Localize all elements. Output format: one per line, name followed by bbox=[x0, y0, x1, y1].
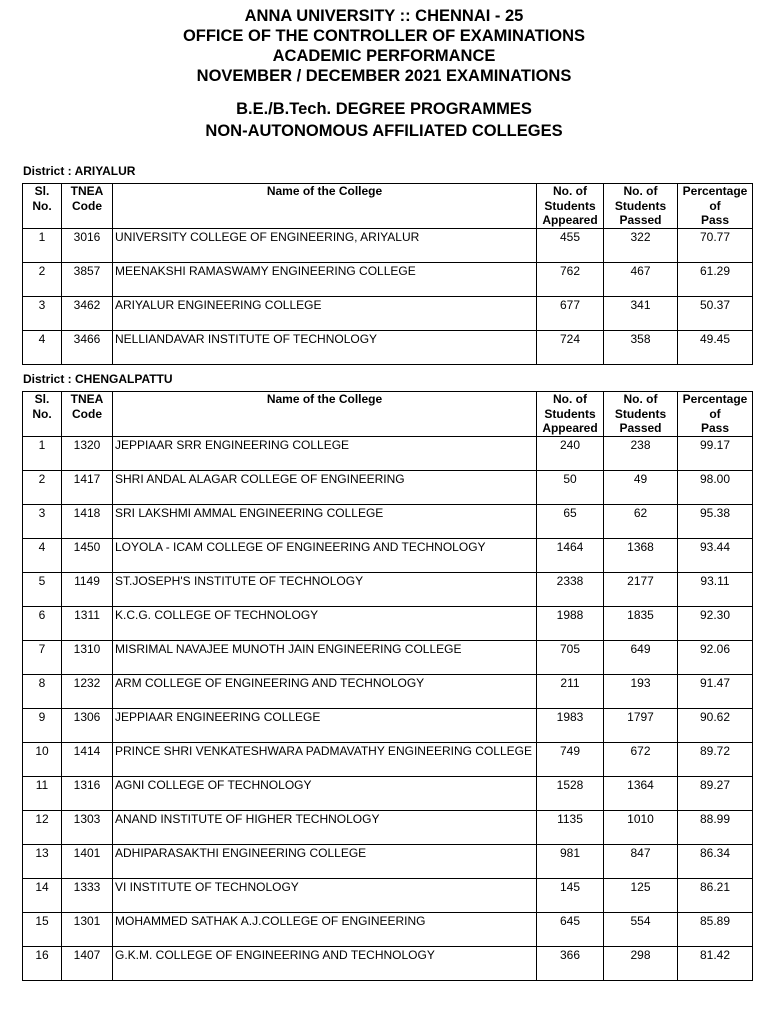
header-line: TNEA bbox=[70, 184, 104, 198]
appeared-header bbox=[537, 392, 604, 437]
tnea-code-cell: 1311 bbox=[62, 607, 113, 641]
appeared-cell: 2338 bbox=[537, 573, 604, 607]
tnea-code-cell: 1316 bbox=[62, 777, 113, 811]
passed-cell: 298 bbox=[604, 947, 678, 981]
header-line: Code bbox=[72, 406, 102, 421]
table-row bbox=[23, 641, 753, 675]
sl-no-cell: 4 bbox=[23, 331, 62, 365]
passed-cell: 238 bbox=[604, 437, 678, 471]
college-name-cell: JEPPIAAR ENGINEERING COLLEGE bbox=[113, 709, 537, 743]
table-row bbox=[23, 607, 753, 641]
header-line: Code bbox=[72, 198, 102, 213]
header-line: Appeared bbox=[542, 213, 598, 227]
sl-no-cell: 3 bbox=[23, 505, 62, 539]
sl-no-cell: 9 bbox=[23, 709, 62, 743]
sl-no-cell: 16 bbox=[23, 947, 62, 981]
table-row bbox=[23, 297, 753, 331]
appeared-cell: 724 bbox=[537, 331, 604, 365]
passed-header bbox=[604, 392, 678, 437]
tnea-code-cell: 1414 bbox=[62, 743, 113, 777]
report-title: ACADEMIC PERFORMANCE bbox=[272, 47, 496, 65]
sl-no-header bbox=[23, 392, 62, 437]
college-name-cell: PRINCE SHRI VENKATESHWARA PADMAVATHY ENGINEERING COLLEGE bbox=[113, 743, 537, 777]
percentage-cell: 92.30 bbox=[678, 607, 753, 641]
college-name-cell: LOYOLA - ICAM COLLEGE OF ENGINEERING AND TECHNOLOGY bbox=[113, 539, 537, 573]
appeared-cell: 145 bbox=[537, 879, 604, 913]
percentage-header bbox=[678, 184, 753, 229]
exam-session: NOVEMBER / DECEMBER 2021 EXAMINATIONS bbox=[196, 67, 572, 85]
programme-title: B.E./B.Tech. DEGREE PROGRAMMES bbox=[236, 100, 532, 118]
passed-cell: 1364 bbox=[604, 777, 678, 811]
header-line: No. bbox=[32, 198, 52, 213]
header-line: Students bbox=[544, 406, 596, 421]
header-line: TNEA bbox=[70, 392, 104, 406]
table-row bbox=[23, 229, 753, 263]
percentage-cell: 98.00 bbox=[678, 471, 753, 505]
college-name-cell: JEPPIAAR SRR ENGINEERING COLLEGE bbox=[113, 437, 537, 471]
college-name-cell: NELLIANDAVAR INSTITUTE OF TECHNOLOGY bbox=[113, 331, 537, 365]
tnea-code-cell: 1306 bbox=[62, 709, 113, 743]
passed-cell: 358 bbox=[604, 331, 678, 365]
percentage-cell: 61.29 bbox=[678, 263, 753, 297]
sl-no-cell: 6 bbox=[23, 607, 62, 641]
table-row bbox=[23, 263, 753, 297]
tnea-code-header bbox=[62, 184, 113, 229]
table-row bbox=[23, 845, 753, 879]
sl-no-cell: 1 bbox=[23, 437, 62, 471]
passed-cell: 1368 bbox=[604, 539, 678, 573]
tnea-code-cell: 1333 bbox=[62, 879, 113, 913]
header-line: Students bbox=[544, 198, 596, 213]
table-row bbox=[23, 947, 753, 981]
college-name-cell: AGNI COLLEGE OF TECHNOLOGY bbox=[113, 777, 537, 811]
college-name-cell: K.C.G. COLLEGE OF TECHNOLOGY bbox=[113, 607, 537, 641]
passed-cell: 193 bbox=[604, 675, 678, 709]
appeared-cell: 455 bbox=[537, 229, 604, 263]
header-line: Passed bbox=[619, 213, 662, 227]
appeared-header bbox=[537, 184, 604, 229]
header-line: Students bbox=[614, 198, 667, 213]
tnea-code-cell: 1301 bbox=[62, 913, 113, 947]
percentage-cell: 93.11 bbox=[678, 573, 753, 607]
office-title: OFFICE OF THE CONTROLLER OF EXAMINATIONS bbox=[182, 27, 586, 45]
sl-no-cell: 14 bbox=[23, 879, 62, 913]
district-table-ariyalur bbox=[22, 183, 753, 365]
header-line: Students bbox=[614, 406, 667, 421]
table-row bbox=[23, 471, 753, 505]
percentage-cell: 81.42 bbox=[678, 947, 753, 981]
college-name-cell: ARM COLLEGE OF ENGINEERING AND TECHNOLOGY bbox=[113, 675, 537, 709]
appeared-cell: 677 bbox=[537, 297, 604, 331]
college-name-cell: UNIVERSITY COLLEGE OF ENGINEERING, ARIYALUR bbox=[113, 229, 537, 263]
header-line: No. of bbox=[623, 392, 658, 406]
table-row bbox=[23, 539, 753, 573]
table-row bbox=[23, 675, 753, 709]
college-name-header: Name of the College bbox=[113, 184, 537, 229]
district-table-chengalpattu bbox=[22, 391, 753, 981]
header-line: Percentage bbox=[682, 184, 748, 198]
college-category: NON-AUTONOMOUS AFFILIATED COLLEGES bbox=[205, 122, 563, 140]
percentage-cell: 88.99 bbox=[678, 811, 753, 845]
sl-no-cell: 11 bbox=[23, 777, 62, 811]
passed-cell: 1835 bbox=[604, 607, 678, 641]
tnea-code-cell: 1418 bbox=[62, 505, 113, 539]
tnea-code-cell: 3016 bbox=[62, 229, 113, 263]
percentage-cell: 89.27 bbox=[678, 777, 753, 811]
appeared-cell: 1135 bbox=[537, 811, 604, 845]
tnea-code-cell: 3466 bbox=[62, 331, 113, 365]
appeared-cell: 366 bbox=[537, 947, 604, 981]
sl-no-cell: 2 bbox=[23, 263, 62, 297]
tnea-code-cell: 3462 bbox=[62, 297, 113, 331]
college-name-cell: ANAND INSTITUTE OF HIGHER TECHNOLOGY bbox=[113, 811, 537, 845]
college-name-cell: MISRIMAL NAVAJEE MUNOTH JAIN ENGINEERING COLLEGE bbox=[113, 641, 537, 675]
tnea-code-cell: 1407 bbox=[62, 947, 113, 981]
header-line: No. of bbox=[553, 184, 587, 198]
appeared-cell: 1983 bbox=[537, 709, 604, 743]
passed-cell: 847 bbox=[604, 845, 678, 879]
college-name-cell: SRI LAKSHMI AMMAL ENGINEERING COLLEGE bbox=[113, 505, 537, 539]
college-name-cell: ST.JOSEPH'S INSTITUTE OF TECHNOLOGY bbox=[113, 573, 537, 607]
header-line: Pass bbox=[700, 213, 730, 227]
percentage-cell: 70.77 bbox=[678, 229, 753, 263]
table-row bbox=[23, 709, 753, 743]
percentage-cell: 50.37 bbox=[678, 297, 753, 331]
tnea-code-cell: 1417 bbox=[62, 471, 113, 505]
passed-cell: 2177 bbox=[604, 573, 678, 607]
appeared-cell: 240 bbox=[537, 437, 604, 471]
sl-no-cell: 3 bbox=[23, 297, 62, 331]
tnea-code-header bbox=[62, 392, 113, 437]
sl-no-cell: 13 bbox=[23, 845, 62, 879]
appeared-cell: 705 bbox=[537, 641, 604, 675]
district-label-chengalpattu: District : CHENGALPATTU bbox=[23, 372, 173, 386]
percentage-cell: 85.89 bbox=[678, 913, 753, 947]
percentage-cell: 95.38 bbox=[678, 505, 753, 539]
passed-cell: 341 bbox=[604, 297, 678, 331]
table-row bbox=[23, 437, 753, 471]
percentage-cell: 90.62 bbox=[678, 709, 753, 743]
tnea-code-cell: 1303 bbox=[62, 811, 113, 845]
tnea-code-cell: 1149 bbox=[62, 573, 113, 607]
tnea-code-cell: 1310 bbox=[62, 641, 113, 675]
sl-no-cell: 1 bbox=[23, 229, 62, 263]
header-line: Passed bbox=[619, 421, 662, 435]
header-line: No. of bbox=[623, 184, 658, 198]
sl-no-header bbox=[23, 184, 62, 229]
table-row bbox=[23, 879, 753, 913]
percentage-cell: 92.06 bbox=[678, 641, 753, 675]
passed-cell: 62 bbox=[604, 505, 678, 539]
college-name-cell: SHRI ANDAL ALAGAR COLLEGE OF ENGINEERING bbox=[113, 471, 537, 505]
passed-cell: 49 bbox=[604, 471, 678, 505]
sl-no-cell: 2 bbox=[23, 471, 62, 505]
appeared-cell: 981 bbox=[537, 845, 604, 879]
appeared-cell: 1528 bbox=[537, 777, 604, 811]
header-line: of bbox=[709, 198, 721, 213]
percentage-cell: 86.34 bbox=[678, 845, 753, 879]
appeared-cell: 211 bbox=[537, 675, 604, 709]
appeared-cell: 1988 bbox=[537, 607, 604, 641]
table-row bbox=[23, 331, 753, 365]
header-line: No. of bbox=[553, 392, 587, 406]
sl-no-cell: 10 bbox=[23, 743, 62, 777]
header-line: Sl. bbox=[34, 184, 50, 198]
appeared-cell: 50 bbox=[537, 471, 604, 505]
tnea-code-cell: 3857 bbox=[62, 263, 113, 297]
passed-cell: 322 bbox=[604, 229, 678, 263]
percentage-cell: 89.72 bbox=[678, 743, 753, 777]
sl-no-cell: 15 bbox=[23, 913, 62, 947]
appeared-cell: 645 bbox=[537, 913, 604, 947]
sl-no-cell: 7 bbox=[23, 641, 62, 675]
percentage-cell: 86.21 bbox=[678, 879, 753, 913]
table-row bbox=[23, 777, 753, 811]
header-line: Pass bbox=[700, 421, 730, 435]
header-line: of bbox=[709, 406, 721, 421]
passed-cell: 554 bbox=[604, 913, 678, 947]
appeared-cell: 762 bbox=[537, 263, 604, 297]
college-name-header: Name of the College bbox=[113, 392, 537, 437]
tnea-code-cell: 1450 bbox=[62, 539, 113, 573]
table-row bbox=[23, 811, 753, 845]
percentage-cell: 91.47 bbox=[678, 675, 753, 709]
appeared-cell: 65 bbox=[537, 505, 604, 539]
header-row bbox=[23, 392, 753, 437]
percentage-header bbox=[678, 392, 753, 437]
sl-no-cell: 4 bbox=[23, 539, 62, 573]
passed-header bbox=[604, 184, 678, 229]
table-row bbox=[23, 743, 753, 777]
university-title: ANNA UNIVERSITY :: CHENNAI - 25 bbox=[244, 7, 524, 25]
percentage-cell: 93.44 bbox=[678, 539, 753, 573]
percentage-cell: 49.45 bbox=[678, 331, 753, 365]
header-line: Sl. bbox=[34, 392, 50, 406]
table-row bbox=[23, 505, 753, 539]
header-line: Percentage bbox=[682, 392, 748, 406]
passed-cell: 649 bbox=[604, 641, 678, 675]
tnea-code-cell: 1232 bbox=[62, 675, 113, 709]
college-name-cell: MOHAMMED SATHAK A.J.COLLEGE OF ENGINEERING bbox=[113, 913, 537, 947]
header-line: No. bbox=[32, 406, 52, 421]
tnea-code-cell: 1320 bbox=[62, 437, 113, 471]
passed-cell: 1010 bbox=[604, 811, 678, 845]
college-name-cell: ADHIPARASAKTHI ENGINEERING COLLEGE bbox=[113, 845, 537, 879]
passed-cell: 672 bbox=[604, 743, 678, 777]
passed-cell: 1797 bbox=[604, 709, 678, 743]
table-row bbox=[23, 573, 753, 607]
sl-no-cell: 12 bbox=[23, 811, 62, 845]
college-name-cell: MEENAKSHI RAMASWAMY ENGINEERING COLLEGE bbox=[113, 263, 537, 297]
passed-cell: 467 bbox=[604, 263, 678, 297]
appeared-cell: 749 bbox=[537, 743, 604, 777]
percentage-cell: 99.17 bbox=[678, 437, 753, 471]
header-row bbox=[23, 184, 753, 229]
sl-no-cell: 5 bbox=[23, 573, 62, 607]
header-line: Appeared bbox=[542, 421, 598, 435]
sl-no-cell: 8 bbox=[23, 675, 62, 709]
college-name-cell: VI INSTITUTE OF TECHNOLOGY bbox=[113, 879, 537, 913]
district-label-ariyalur: District : ARIYALUR bbox=[23, 164, 136, 178]
college-name-cell: ARIYALUR ENGINEERING COLLEGE bbox=[113, 297, 537, 331]
tnea-code-cell: 1401 bbox=[62, 845, 113, 879]
passed-cell: 125 bbox=[604, 879, 678, 913]
appeared-cell: 1464 bbox=[537, 539, 604, 573]
table-row bbox=[23, 913, 753, 947]
college-name-cell: G.K.M. COLLEGE OF ENGINEERING AND TECHNOLOGY bbox=[113, 947, 537, 981]
